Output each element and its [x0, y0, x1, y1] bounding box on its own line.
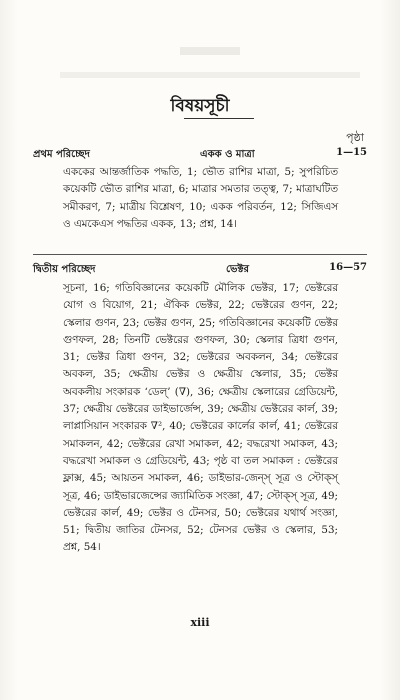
page-number: xiii	[190, 616, 210, 629]
title-underline	[184, 118, 254, 119]
chapter-number: প্রথম পরিচ্ছেদ	[33, 149, 90, 160]
chapter-contents: এককের আন্তর্জাতিক পদ্ধতি, 1; ভৌত রাশির মাত্রা, 5; সুপরিচিত কয়েকটি ভৌত রাশির মাত্রা, 6; মাত্রার সমতার তত্ত্ব, 7; মাত্রাঘটিত সমীকরণ, 7; মাত্রীয় বিশ্লেষণ, 10; একক পরিবর্তন, 12; সিজিএস ও এমকেএস পদ্ধতির একক, 13; প্রশ্ন, 14।	[63, 166, 338, 230]
chapter-divider	[33, 254, 367, 255]
chapter-name: একক ও মাত্রা	[200, 149, 255, 160]
chapter-name: ভেক্টর	[226, 264, 250, 275]
chapter-page-range: 16—57	[329, 262, 367, 273]
chapter-contents: সূচনা, 16; গতিবিজ্ঞানের কয়েকটি মৌলিক ভেক্টর, 17; ভেক্টরের যোগ ও বিয়োগ, 21; ঐকিক ভেক্টর, 22; ভেক্টরের গুণন, 22; স্কেলার গুণন, 23; ভেক্টর গুণন, 25; গতিবিজ্ঞানের কয়েকটি ভেক্টর গুণফল, 28; তিনটি ভেক্টরের গুণফল, 30; স্কেলার ত্রিধা গুণন, 31; ভেক্টর ত্রিধা গুণন, 32; ভেক্টরের অবকলন, 34; ভেক্টরের অবকল, 35; ক্ষেত্রীয় ভেক্টর ও ক্ষেত্রীয় স্কেলার, 35; ভেক্টর অবকলীয় সংকারক ‘ডেল্’ (∇), 36; ক্ষেত্রীয় স্কেলারের গ্রেডিয়েন্ট, 37; ক্ষেত্রীয় ভেক্টরের ডাইভার্জেন্স, 39; ক্ষেত্রীয় ভেক্টরের কার্ল, 39; লাপ্লাসিয়ান সংকারক ∇², 40; ভেক্টরের কার্লের কার্ল, 41; ভেক্টরের সমাকলন, 42; ভেক্টরের রেখা সমাকল, 42; বদ্ধরেখা সমাকল, 43; বদ্ধরেখা সমাকল ও গ্রেডিয়েন্ট, 43; পৃষ্ঠ বা তল সমাকল : ভেক্টরের ফ্লাক্স, 45; আয়তন সমাকল, 46; ডাইভার-জেন্স্ সূত্র ও স্টোক্স্ সূত্র, 46; ডাইভারজেন্সের জ্যামিতিক সংজ্ঞা, 47; স্টোক্স্ সূত্র, 49; ভেক্টরের কার্ল, 49; ভেক্টর ও টেনসর, 50; ভেক্টরের যথার্থ সংজ্ঞা, 51; দ্বিতীয় জাতির টেনসর, 52; টেনসর ভেক্টর ও স্কেলার, 53; প্রশ্ন, 54।	[63, 282, 338, 554]
chapter-heading	[33, 262, 367, 280]
chapter-page-range: 1—15	[336, 147, 367, 158]
page-title: বিষয়সূচী	[170, 96, 230, 116]
chapter-heading	[33, 147, 367, 165]
page-column-label: পৃষ্ঠা	[346, 131, 364, 144]
bleed-through-text	[180, 47, 240, 55]
bleed-through-text	[60, 72, 360, 78]
chapter-number: দ্বিতীয় পরিচ্ছেদ	[33, 264, 96, 275]
